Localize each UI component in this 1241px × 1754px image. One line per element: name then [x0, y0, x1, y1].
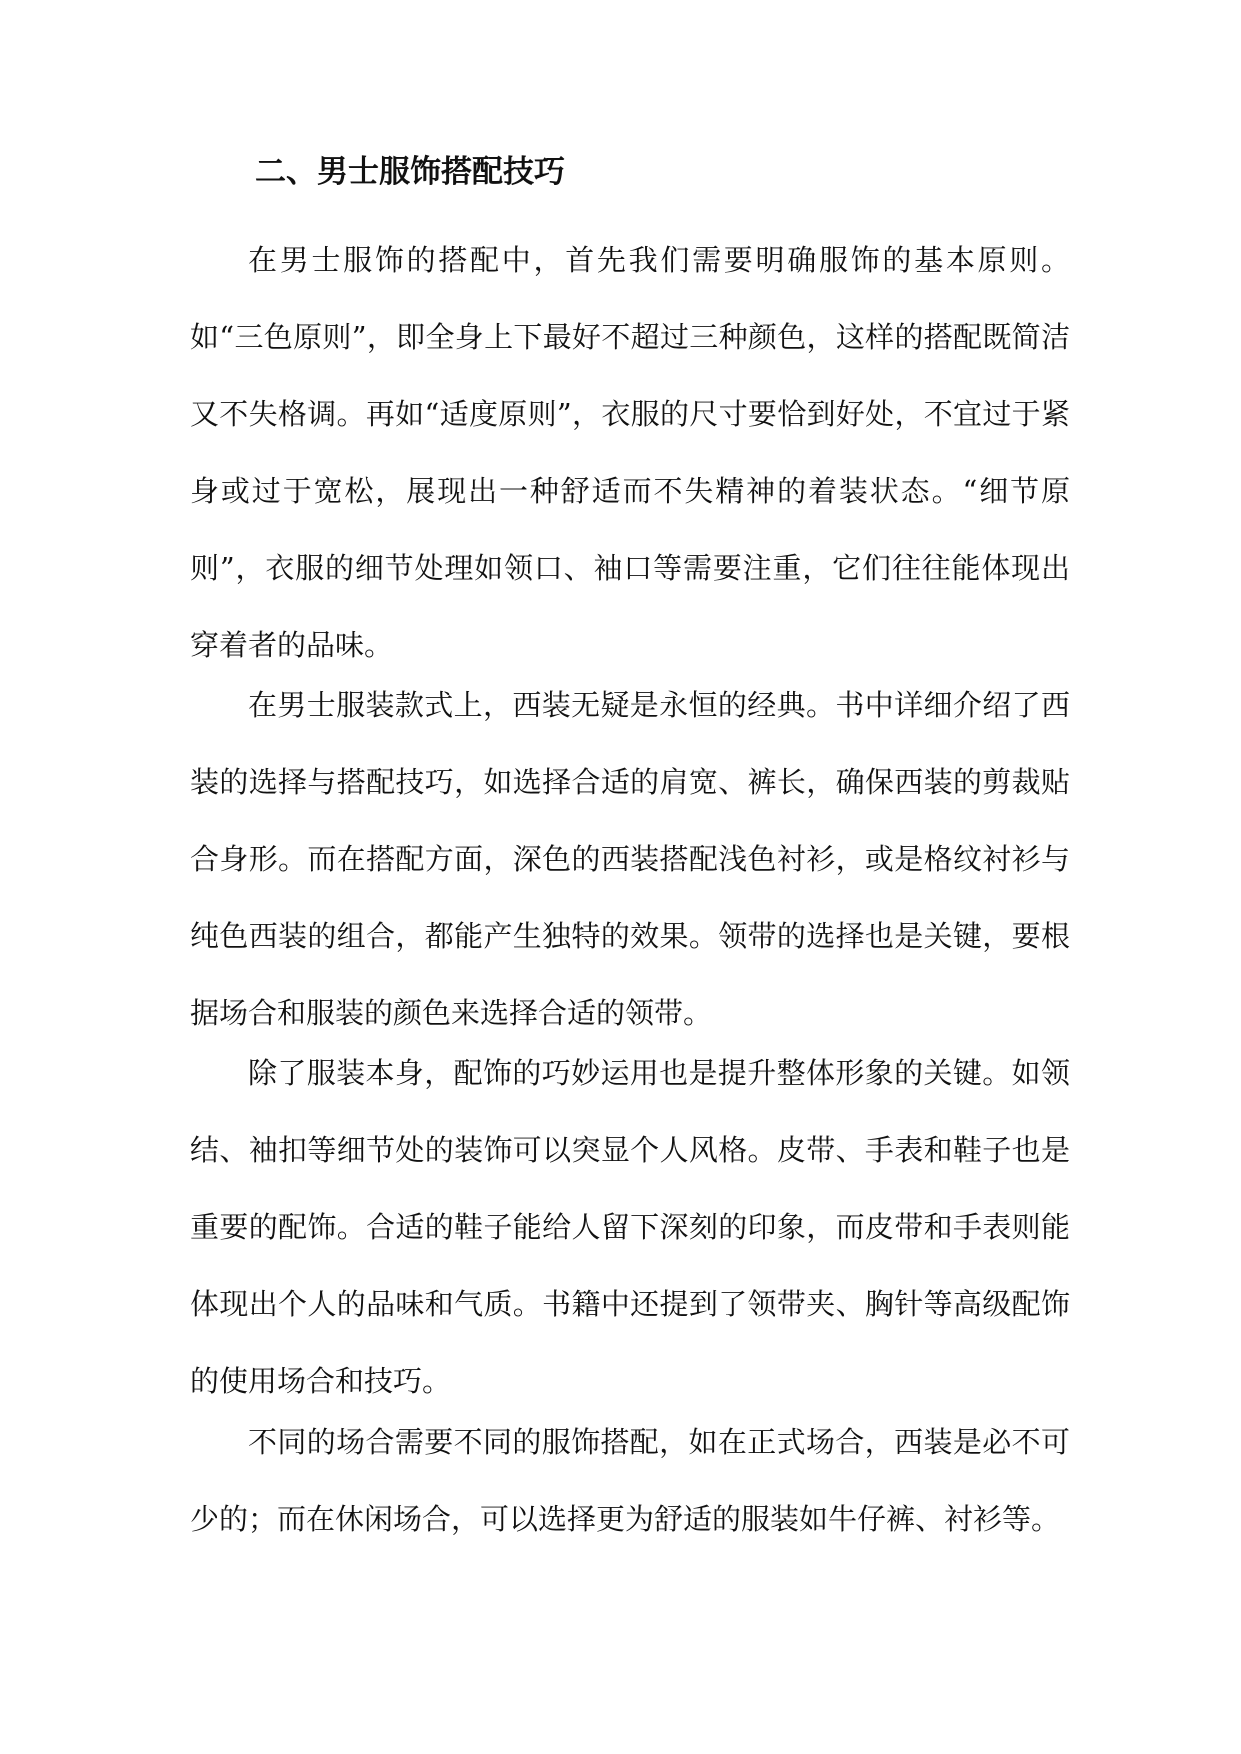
paragraph-suits: 在男士服装款式上，西装无疑是永恒的经典。书中详细介绍了西装的选择与搭配技巧，如选择合适的肩宽、裤长，确保西装的剪裁贴合身形。而在搭配方面，深色的西装搭配浅色衬衫，或是格纹衬衫与纯色西装的组合，都能产生独特的效果。领带的选择也是关键，要根据场合和服装的颜色来选择合适的领带。 [190, 688, 1070, 1030]
paragraph-accessories: 除了服装本身，配饰的巧妙运用也是提升整体形象的关键。如领结、袖扣等细节处的装饰可以突显个人风格。皮带、手表和鞋子也是重要的配饰。合适的鞋子能给人留下深刻的印象，而皮带和手表则能体现出个人的品味和气质。书籍中还提到了领带夹、胸针等高级配饰的使用场合和技巧。 [190, 1056, 1070, 1398]
paragraph-occasions: 不同的场合需要不同的服饰搭配，如在正式场合，西装是必不可少的；而在休闲场合，可以选择更为舒适的服装如牛仔裤、衬衫等。 [190, 1425, 1070, 1536]
section-heading: 二、男士服饰搭配技巧 [255, 154, 565, 190]
paragraph-principles: 在男士服饰的搭配中，首先我们需要明确服饰的基本原则。如“三色原则”，即全身上下最好不超过三种颜色，这样的搭配既简洁又不失格调。再如“适度原则”，衣服的尺寸要恰到好处，不宜过于紧身或过于宽松，展现出一种舒适而不失精神的着装状态。“细节原则”，衣服的细节处理如领口、袖口等需要注重，它们往往能体现出穿着者的品味。 [190, 243, 1070, 662]
